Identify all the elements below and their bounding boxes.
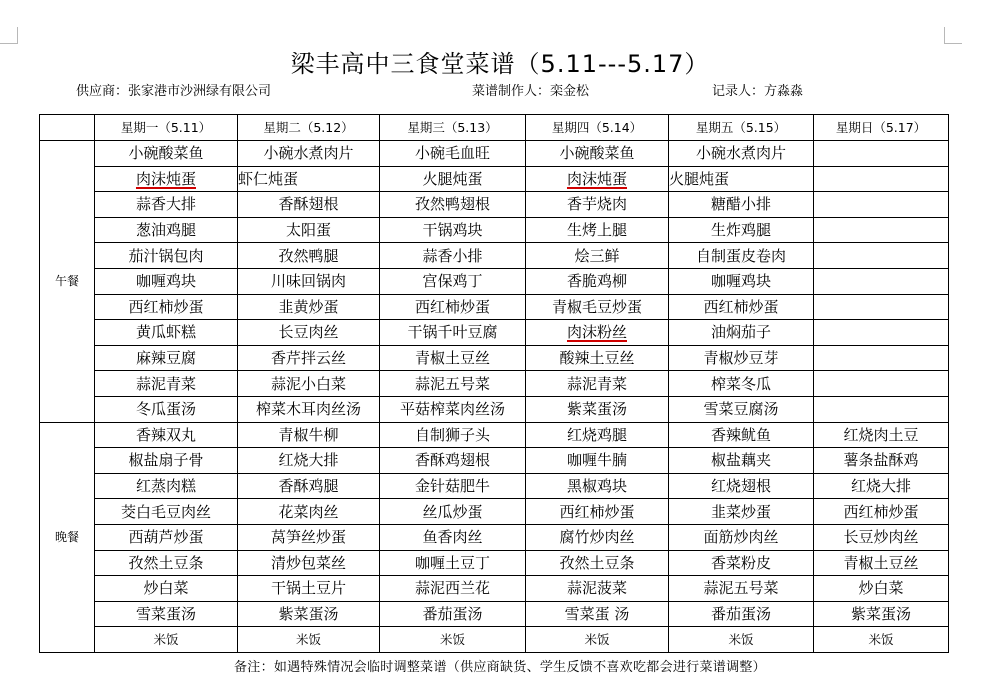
- dish-name: 韭菜炒蛋: [710, 502, 771, 521]
- dish-cell: [95, 448, 238, 474]
- dish-cell: [526, 320, 669, 346]
- dish-cell: [95, 192, 238, 218]
- dish-cell: [526, 371, 669, 397]
- dish-cell: [669, 243, 814, 269]
- page-corner-mark-right: [944, 27, 962, 44]
- dish-name: 咖喱鸡块: [710, 272, 771, 291]
- dish-name: 烩三鲜: [574, 246, 620, 265]
- dish-name: 榨菜冬瓜: [710, 374, 771, 393]
- dish-cell: [238, 166, 380, 192]
- menu-title: 梁丰高中三食堂菜谱（5.11---5.17）: [290, 50, 710, 78]
- dish-cell: [526, 268, 669, 294]
- lunch-row: [40, 217, 949, 243]
- dish-name: 椒盐扇子骨: [128, 451, 204, 470]
- dinner-row: [40, 601, 949, 627]
- dish-cell: [669, 499, 814, 525]
- dish-name: 椒盐藕夹: [710, 451, 771, 470]
- dish-name: 雪菜蛋 汤: [564, 604, 630, 623]
- dish-cell: [814, 601, 949, 627]
- dish-name: 金针菇肥牛: [414, 477, 490, 496]
- dish-cell: [238, 550, 380, 576]
- dish-cell: [814, 422, 949, 448]
- day-header: 星期五（5.15）: [669, 115, 814, 141]
- dish-name: 花菜肉丝: [278, 502, 339, 521]
- dish-cell: [669, 268, 814, 294]
- dish-cell: [238, 371, 380, 397]
- dish-cell: [380, 550, 526, 576]
- dish-cell: [238, 396, 380, 422]
- dish-cell: [814, 268, 949, 294]
- dish-cell: [380, 448, 526, 474]
- dish-name: 生烤上腿: [566, 221, 627, 240]
- dish-name: 肉沫炖蛋: [566, 169, 627, 188]
- dish-cell: [669, 320, 814, 346]
- dish-cell: [669, 166, 814, 192]
- dish-name: 香芹拌云丝: [270, 349, 346, 368]
- dish-cell: [814, 141, 949, 167]
- header-corner-cell: [40, 115, 95, 141]
- dish-cell: [380, 141, 526, 167]
- dish-name: 西红柿炒蛋: [414, 297, 490, 316]
- dish-name: 榨菜木耳肉丝汤: [255, 400, 361, 419]
- dish-name: 蒜泥西兰花: [414, 579, 490, 598]
- dish-cell: [669, 141, 814, 167]
- dish-cell: [814, 243, 949, 269]
- dish-cell: [238, 473, 380, 499]
- dish-name: 西红柿炒蛋: [843, 502, 919, 521]
- dish-cell: [380, 320, 526, 346]
- dish-cell: [95, 524, 238, 550]
- dish-cell: [814, 448, 949, 474]
- dish-cell: [814, 294, 949, 320]
- lunch-row: [40, 192, 949, 218]
- dish-name: 香菜粉皮: [710, 553, 771, 572]
- dish-cell: [669, 294, 814, 320]
- dish-name: 番茄蛋汤: [710, 604, 771, 623]
- dish-cell: [95, 320, 238, 346]
- dish-cell: [526, 345, 669, 371]
- day-header: 星期日（5.17）: [814, 115, 949, 141]
- dish-name: 红蒸肉糕: [135, 477, 196, 496]
- dinner-label: 晚餐: [40, 422, 95, 652]
- dish-cell: [669, 371, 814, 397]
- dish-cell: [814, 345, 949, 371]
- dish-cell: [380, 499, 526, 525]
- dish-cell: [238, 243, 380, 269]
- lunch-row: [40, 243, 949, 269]
- recorder-text: 记录人：方淼淼: [712, 84, 804, 99]
- dinner-row: [40, 448, 949, 474]
- dish-cell: [95, 294, 238, 320]
- dish-cell: [814, 320, 949, 346]
- dish-cell: [380, 268, 526, 294]
- dish-name: 西红柿炒蛋: [703, 297, 779, 316]
- dish-name: 咖喱土豆丁: [414, 553, 490, 572]
- dish-cell: [95, 268, 238, 294]
- dish-cell: [95, 345, 238, 371]
- dish-name: 腐竹炒肉丝: [559, 528, 635, 547]
- dish-name: 黄瓜虾糕: [135, 323, 196, 342]
- header-row: [40, 115, 949, 141]
- dish-name: 干锅鸡块: [422, 221, 483, 240]
- dish-name: 川味回锅肉: [270, 272, 346, 291]
- dish-cell: [814, 550, 949, 576]
- supplier-text: 供应商：张家港市沙洲绿有限公司: [76, 84, 272, 99]
- dish-name: 面筋炒肉丝: [703, 528, 779, 547]
- dish-name: 冬瓜蛋汤: [135, 400, 196, 419]
- dish-name: 紫菜蛋汤: [850, 604, 911, 623]
- dish-name: 香酥鸡翅根: [414, 451, 490, 470]
- dish-cell: [526, 576, 669, 602]
- day-header: 星期二（5.12）: [238, 115, 380, 141]
- dish-cell: [669, 396, 814, 422]
- dish-cell: [814, 576, 949, 602]
- dish-name: 蒜泥青菜: [566, 374, 627, 393]
- dinner-row: [40, 499, 949, 525]
- dish-name: 雪菜豆腐汤: [703, 400, 779, 419]
- dish-name: 蒜香小排: [422, 246, 483, 265]
- dish-cell: [380, 524, 526, 550]
- dinner-row: [40, 550, 949, 576]
- dish-cell: [526, 422, 669, 448]
- dish-name: 香脆鸡柳: [566, 272, 627, 291]
- dish-cell: [95, 473, 238, 499]
- dish-name: 茭白毛豆肉丝: [120, 502, 211, 521]
- dish-name: 香芋烧肉: [566, 195, 627, 214]
- dish-cell: [814, 166, 949, 192]
- dish-name: 干锅千叶豆腐: [407, 323, 498, 342]
- dinner-row: [40, 422, 949, 448]
- dish-name: 生炸鸡腿: [710, 221, 771, 240]
- dish-name: 青椒土豆丝: [843, 553, 919, 572]
- dish-cell: [238, 601, 380, 627]
- dish-cell: [95, 499, 238, 525]
- dinner-row: [40, 576, 949, 602]
- dish-name: 紫菜蛋汤: [566, 400, 627, 419]
- lunch-row: [40, 294, 949, 320]
- rice-row: [40, 627, 949, 653]
- dish-name: 蒜泥小白菜: [270, 374, 346, 393]
- dish-name: 孜然鸭腿: [278, 246, 339, 265]
- dish-cell: [238, 141, 380, 167]
- dish-cell: [380, 601, 526, 627]
- dish-name: 黑椒鸡块: [566, 477, 627, 496]
- dish-cell: [95, 396, 238, 422]
- dish-cell: [526, 448, 669, 474]
- dish-name: 小碗毛血旺: [414, 144, 490, 163]
- dish-name: 香酥翅根: [278, 195, 339, 214]
- dish-name: 蒜泥五号菜: [703, 579, 779, 598]
- rice-cell: 米饭: [95, 627, 238, 653]
- dish-name: 葱油鸡腿: [135, 221, 196, 240]
- dish-cell: [526, 217, 669, 243]
- dish-cell: [380, 473, 526, 499]
- dish-name: 太阳蛋: [285, 221, 331, 240]
- dish-name: 麻辣豆腐: [135, 349, 196, 368]
- dish-cell: [526, 192, 669, 218]
- dish-cell: [380, 294, 526, 320]
- dish-name: 香辣鱿鱼: [710, 425, 771, 444]
- dish-cell: [669, 601, 814, 627]
- dish-cell: [380, 422, 526, 448]
- dish-name: 青椒土豆丝: [414, 349, 490, 368]
- dish-name: 咖喱牛腩: [566, 451, 627, 470]
- dish-cell: [380, 166, 526, 192]
- dish-name: 紫菜蛋汤: [278, 604, 339, 623]
- dish-name: 火腿炖蛋: [669, 169, 730, 188]
- dish-name: 鱼香肉丝: [422, 528, 483, 547]
- dish-cell: [669, 550, 814, 576]
- dish-cell: [669, 524, 814, 550]
- dish-cell: [238, 524, 380, 550]
- dish-cell: [669, 217, 814, 243]
- dish-cell: [380, 396, 526, 422]
- dish-name: 红烧肉土豆: [843, 425, 919, 444]
- dish-cell: [380, 243, 526, 269]
- dish-name: 炒白菜: [858, 579, 904, 598]
- dish-cell: [669, 448, 814, 474]
- lunch-row: [40, 345, 949, 371]
- dish-name: 蒜香大排: [135, 195, 196, 214]
- dish-cell: [526, 499, 669, 525]
- dish-cell: [95, 217, 238, 243]
- lunch-row: [40, 371, 949, 397]
- lunch-row: [40, 141, 949, 167]
- dish-cell: [238, 345, 380, 371]
- lunch-row: [40, 320, 949, 346]
- dish-cell: [238, 192, 380, 218]
- dish-name: 炒白菜: [143, 579, 189, 598]
- footnote: 备注：如遇特殊情况会临时调整菜谱（供应商缺货、学生反馈不喜欢吃都会进行菜谱调整）: [233, 660, 766, 675]
- dish-name: 香酥鸡腿: [278, 477, 339, 496]
- day-header: 星期一（5.11）: [95, 115, 238, 141]
- dish-cell: [95, 601, 238, 627]
- dish-cell: [238, 422, 380, 448]
- dish-name: 清炒包菜丝: [270, 553, 346, 572]
- dish-cell: [526, 524, 669, 550]
- dish-cell: [526, 294, 669, 320]
- dish-name: 小碗酸菜鱼: [559, 144, 635, 163]
- dish-cell: [669, 576, 814, 602]
- dish-name: 雪菜蛋汤: [135, 604, 196, 623]
- dinner-row: [40, 473, 949, 499]
- dish-cell: [526, 243, 669, 269]
- dish-name: 肉沫炖蛋: [135, 169, 196, 188]
- dish-name: 红烧鸡腿: [566, 425, 627, 444]
- dish-name: 孜然鸭翅根: [414, 195, 490, 214]
- dish-name: 青椒毛豆炒蛋: [551, 297, 642, 316]
- dish-name: 孜然土豆条: [128, 553, 204, 572]
- dish-cell: [526, 473, 669, 499]
- dish-name: 蒜泥菠菜: [566, 579, 627, 598]
- dish-name: 自制蛋皮卷肉: [695, 246, 786, 265]
- dish-cell: [526, 166, 669, 192]
- day-header: 星期四（5.14）: [526, 115, 669, 141]
- dish-cell: [95, 422, 238, 448]
- dish-cell: [526, 141, 669, 167]
- dish-name: 糖醋小排: [710, 195, 771, 214]
- dish-name: 红烧大排: [850, 477, 911, 496]
- rice-cell: 米饭: [238, 627, 380, 653]
- dish-name: 番茄蛋汤: [422, 604, 483, 623]
- dish-name: 长豆炒肉丝: [843, 528, 919, 547]
- dish-cell: [380, 576, 526, 602]
- dish-name: 西红柿炒蛋: [128, 297, 204, 316]
- dish-cell: [95, 243, 238, 269]
- dish-name: 孜然土豆条: [559, 553, 635, 572]
- author-text: 菜谱制作人：栾金松: [472, 84, 590, 99]
- dish-name: 茄汁锅包肉: [128, 246, 204, 265]
- dish-name: 干锅土豆片: [270, 579, 346, 598]
- dish-name: 小碗水煮肉片: [695, 144, 786, 163]
- dish-cell: [669, 473, 814, 499]
- dish-name: 香辣双丸: [135, 425, 196, 444]
- dish-cell: [814, 217, 949, 243]
- dish-name: 薯条盐酥鸡: [843, 451, 919, 470]
- dish-name: 小碗水煮肉片: [263, 144, 354, 163]
- dish-cell: [380, 345, 526, 371]
- dish-cell: [95, 576, 238, 602]
- lunch-row: [40, 268, 949, 294]
- menu-table: [39, 114, 949, 653]
- dish-cell: [526, 601, 669, 627]
- dish-name: 丝瓜炒蛋: [422, 502, 483, 521]
- dish-name: 长豆肉丝: [278, 323, 339, 342]
- dish-name: 青椒牛柳: [278, 425, 339, 444]
- dish-cell: [95, 166, 238, 192]
- dish-name: 小碗酸菜鱼: [128, 144, 204, 163]
- dish-name: 酸辣土豆丝: [559, 349, 635, 368]
- dinner-row: [40, 524, 949, 550]
- lunch-label: 午餐: [40, 141, 95, 423]
- dish-cell: [814, 499, 949, 525]
- rice-cell: 米饭: [814, 627, 949, 653]
- page-corner-mark-left: [0, 27, 18, 44]
- dish-name: 火腿炖蛋: [422, 169, 483, 188]
- dish-name: 莴笋丝炒蛋: [270, 528, 346, 547]
- dish-cell: [814, 473, 949, 499]
- dish-name: 平菇榨菜肉丝汤: [399, 400, 505, 419]
- dish-cell: [814, 396, 949, 422]
- dish-name: 肉沫粉丝: [566, 323, 627, 342]
- dish-cell: [238, 499, 380, 525]
- lunch-row: [40, 396, 949, 422]
- dish-cell: [95, 141, 238, 167]
- dish-name: 韭黄炒蛋: [278, 297, 339, 316]
- day-header: 星期三（5.13）: [380, 115, 526, 141]
- dish-cell: [380, 217, 526, 243]
- rice-cell: 米饭: [380, 627, 526, 653]
- dish-name: 青椒炒豆芽: [703, 349, 779, 368]
- dish-name: 咖喱鸡块: [135, 272, 196, 291]
- dish-cell: [95, 371, 238, 397]
- dish-cell: [238, 448, 380, 474]
- dish-name: 红烧翅根: [710, 477, 771, 496]
- dish-cell: [669, 422, 814, 448]
- dish-cell: [669, 192, 814, 218]
- lunch-row: [40, 166, 949, 192]
- dish-name: 蒜泥五号菜: [414, 374, 490, 393]
- rice-cell: 米饭: [669, 627, 814, 653]
- rice-cell: 米饭: [526, 627, 669, 653]
- dish-name: 西葫芦炒蛋: [128, 528, 204, 547]
- dish-cell: [669, 345, 814, 371]
- dish-cell: [238, 268, 380, 294]
- dish-cell: [238, 320, 380, 346]
- dish-cell: [238, 217, 380, 243]
- dish-cell: [380, 371, 526, 397]
- dish-cell: [238, 294, 380, 320]
- dish-cell: [380, 192, 526, 218]
- dish-cell: [526, 550, 669, 576]
- dish-name: 自制狮子头: [414, 425, 490, 444]
- dish-name: 西红柿炒蛋: [559, 502, 635, 521]
- dish-name: 虾仁炖蛋: [238, 169, 299, 188]
- dish-name: 油焖茄子: [710, 323, 771, 342]
- dish-cell: [814, 371, 949, 397]
- dish-cell: [526, 396, 669, 422]
- dish-name: 红烧大排: [278, 451, 339, 470]
- dish-name: 蒜泥青菜: [135, 374, 196, 393]
- dish-cell: [238, 576, 380, 602]
- dish-cell: [814, 524, 949, 550]
- dish-cell: [95, 550, 238, 576]
- dish-name: 宫保鸡丁: [422, 272, 483, 291]
- dish-cell: [814, 192, 949, 218]
